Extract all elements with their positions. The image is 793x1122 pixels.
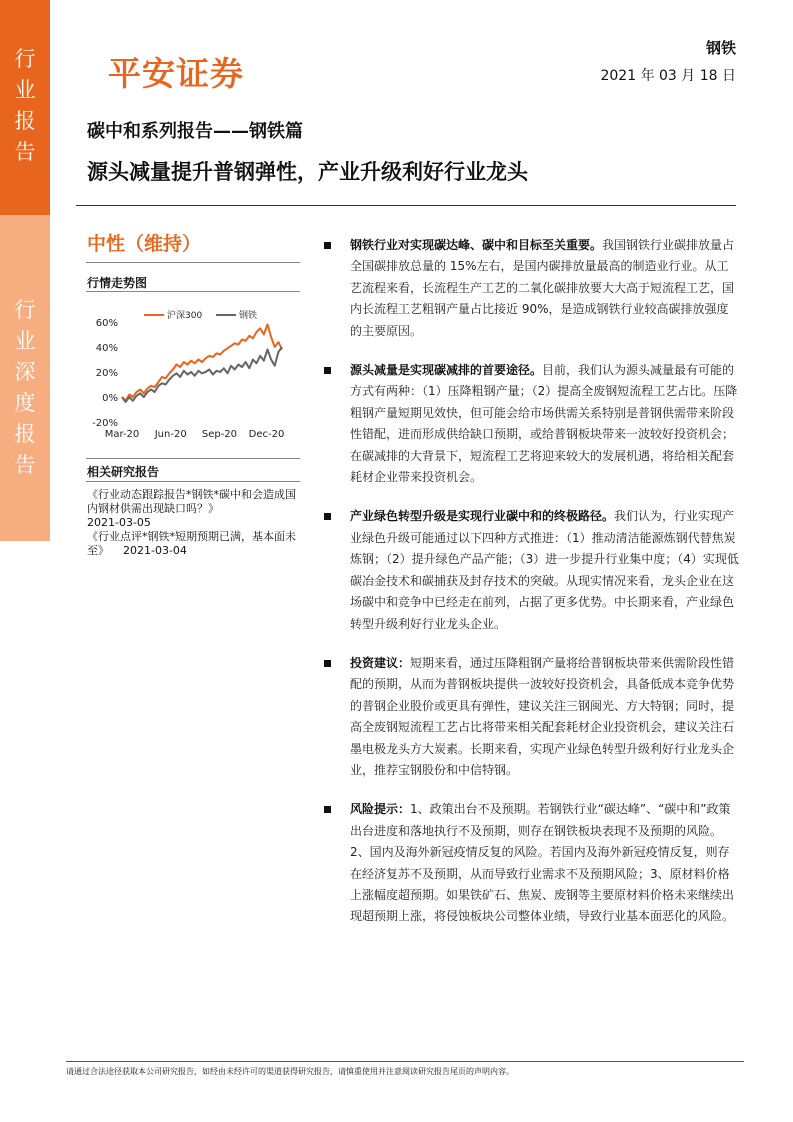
- bullet-body: 1、政策出台不及预期。若钢铁行业“碳达峰”、“碳中和”政策出台进度和落地执行不及预期，则存在钢铁板块表现不及预期的风险。2、国内及海外新冠疫情反复的风险。若国内及海外新冠疫情反复，则存在经济复苏不及预期，从而导致行业需求不及预期风险；3、原材料价格上涨幅度超预期。如果铁矿石、焦炭、废钢等主要原材料价格未来继续出现超预期上涨，将侵蚀板块公司整体业绩，导致行业基本面恶化的风险。: [350, 802, 735, 924]
- related-report-item[interactable]: [87, 530, 299, 558]
- legend-label: 沪深300: [167, 311, 203, 321]
- related-divider-top: [86, 458, 300, 459]
- page-title: 源头减量提升普钢弹性，产业升级利好行业龙头: [87, 160, 528, 184]
- bullet-square-icon: [324, 367, 331, 374]
- chart-ticks: [92, 318, 284, 440]
- y-tick-label: 60%: [95, 318, 118, 329]
- bullet-item: [322, 360, 740, 488]
- y-tick-label: 20%: [95, 368, 118, 379]
- chart-lines: [122, 325, 282, 403]
- title-divider: [76, 205, 736, 206]
- related-report-date: 2021-03-04: [123, 544, 187, 557]
- price-trend-chart: [80, 300, 295, 448]
- related-report-title[interactable]: 《行业点评*钢铁*短期预期已满，基本面未至》: [87, 530, 296, 557]
- bullet-item: [322, 653, 740, 781]
- legend-label: 钢铁: [239, 311, 258, 321]
- bullet-body: 我国钢铁行业碳排放量占全国碳排放总量的 15%左右，是国内碳排放量最高的制造业行业。从工艺流程来看，长流程生产工艺的二氧化碳排放要大大高于短流程工艺，国内长流程工艺粗钢产量占比接近 90%，是造成钢铁行业较高碳排放强度的主要原因。: [350, 238, 735, 338]
- related-heading: 相关研究报告: [87, 465, 160, 479]
- chart-divider: [86, 291, 300, 292]
- x-tick-label: Sep-20: [201, 429, 238, 440]
- y-tick-label: -20%: [92, 418, 118, 429]
- bullet-square-icon: [324, 513, 331, 520]
- footer-disclaimer: 请通过合法途径获取本公司研究报告，如经由未经许可的渠道获得研究报告，请慎重使用并注意阅读研究报告尾页的声明内容。: [66, 1067, 514, 1076]
- rating-divider: [86, 262, 300, 263]
- company-logo: 平安证券: [108, 54, 244, 93]
- related-report-date: 2021-03-05: [87, 516, 151, 529]
- bullet-body: 目前，我们认为源头减量最有可能的方式有两种：（1）压降粗钢产量；（2）提高全废钢短流程工艺占比。压降粗钢产量短期见效快，但可能会给市场供需关系特别是普钢供需带来阶段性错配，进而形成供给缺口预期，或给普钢板块带来一波较好投资机会；在碳减排的大背景下，短流程工艺将迎来较大的发展机遇，将给相关配套耗材企业带来投资机会。: [350, 363, 738, 485]
- bullet-lead: 风险提示：: [350, 802, 411, 817]
- series-line-steel: [122, 347, 282, 402]
- bullet-body: 我们认为，行业实现产业绿色升级可能通过以下四种方式推进：（1）推动清洁能源炼钢代替焦炭炼钢；（2）提升绿色产品产能；（3）进一步提升行业集中度；（4）实现低碳冶金技术和碳捕获及封存技术的突破。从现实情况来看，龙头企业在这场碳中和竞争中已经走在前列，占据了更多优势。中长期来看，产业绿色转型升级利好行业龙头企业。: [350, 509, 739, 631]
- x-tick-label: Dec-20: [248, 429, 285, 440]
- report-date: 2021 年 03 月 18 日: [600, 68, 736, 84]
- series-title: 碳中和系列报告——钢铁篇: [87, 121, 303, 142]
- x-tick-label: Mar-20: [104, 429, 140, 440]
- side-tab-report-type: [0, 0, 50, 215]
- sector-label: 钢铁: [705, 39, 736, 57]
- bullet-square-icon: [324, 242, 331, 249]
- footer-divider: [66, 1061, 744, 1062]
- rating-label: 中性（维持）: [87, 233, 202, 255]
- chart-legend: [144, 309, 257, 321]
- related-divider: [86, 481, 300, 482]
- related-report-title[interactable]: 《行业动态跟踪报告*钢铁*碳中和会造成国内钢材供需出现缺口吗？》: [87, 488, 296, 515]
- side-tab-bottom-label: 行业深度报告: [14, 298, 36, 477]
- bullet-body: 短期来看，通过压降粗钢产量将给普钢板块带来供需阶段性错配的预期，从而为普钢板块提供一波较好投资机会，具备低成本竞争优势的普钢企业股价或更具有弹性，建议关注三钢闽光、方大特钢；同时，提高全废钢短流程工艺占比将带来相关配套耗材企业投资机会，建议关注石墨电极龙头方大炭素。长期来看，实现产业绿色转型升级利好行业龙头企业，推荐宝钢股份和中信特钢。: [350, 655, 735, 777]
- bullet-lead: 投资建议：: [350, 655, 411, 670]
- chart-heading: 行情走势图: [87, 276, 148, 290]
- related-reports-list: [87, 488, 299, 558]
- y-tick-label: 40%: [95, 343, 118, 354]
- bullet-square-icon: [324, 806, 331, 813]
- side-tab-report-category: [0, 215, 50, 541]
- bullet-lead: 钢铁行业对实现碳达峰、碳中和目标至关重要。: [350, 238, 603, 252]
- side-tab-top-label: 行业报告: [14, 47, 36, 164]
- series-line-csi300: [122, 325, 282, 401]
- summary-bullets: [322, 235, 740, 946]
- related-report-item[interactable]: [87, 488, 299, 530]
- y-tick-label: 0%: [102, 393, 118, 404]
- bullet-item: [322, 799, 740, 927]
- bullet-lead: 产业绿色转型升级是实现行业碳中和的终极路径。: [350, 509, 615, 524]
- bullet-lead: 源头减量是实现碳减排的首要途径。: [350, 363, 543, 378]
- bullet-item: [322, 506, 740, 634]
- bullet-item: [322, 235, 740, 342]
- bullet-square-icon: [324, 660, 331, 667]
- x-tick-label: Jun-20: [154, 429, 187, 440]
